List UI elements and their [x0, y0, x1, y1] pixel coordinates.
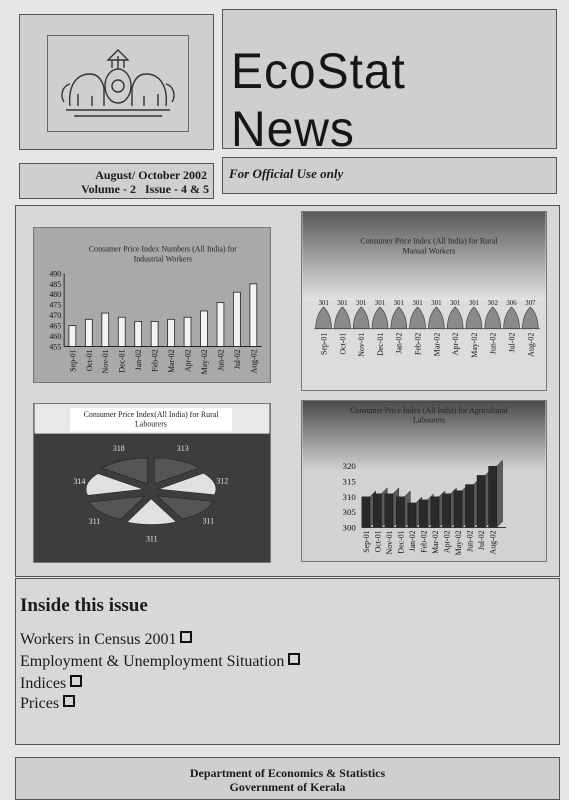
slice-label: 313 [176, 444, 189, 454]
y-tick-label: 480 [49, 290, 62, 300]
bar [372, 307, 388, 329]
bar [118, 317, 125, 346]
inside-item-label: Employment & Unemployment Situation [20, 653, 285, 670]
y-tick-label: 470 [49, 311, 62, 321]
y-tick-label: 485 [49, 279, 62, 289]
chart-rural-labourers [33, 403, 271, 563]
x-tick-label: Apr-02 [183, 349, 193, 373]
chart-title: Consumer Price Index (All India) for Agricultural [350, 405, 508, 415]
x-tick-label: Dec-01 [375, 332, 385, 356]
bar [489, 466, 497, 527]
chart-title: Consumer Price Index (All India) for Rural [360, 236, 498, 246]
y-tick-label: 305 [342, 507, 356, 518]
x-tick-label: Dec-01 [396, 530, 406, 554]
x-tick-label: Oct-01 [338, 332, 348, 355]
x-tick-label: Sep-01 [361, 530, 371, 553]
x-tick-label: Jan-02 [394, 332, 404, 354]
footer-panel [15, 757, 560, 800]
bar [385, 494, 393, 528]
data-label: 301 [356, 299, 367, 307]
x-tick-label: Jun-02 [216, 349, 226, 371]
official-use-notice: For Official Use only [229, 166, 344, 181]
bar [168, 319, 175, 346]
bar [419, 500, 427, 528]
official-use-panel [222, 157, 557, 194]
x-tick-label: Jul-02 [507, 332, 517, 353]
bar [335, 307, 351, 329]
y-tick-label: 320 [342, 461, 356, 472]
inside-issue-panel [15, 578, 560, 745]
inside-item-label: Workers in Census 2001 [20, 631, 177, 648]
bar [522, 307, 538, 329]
chart-title: Labourers [135, 419, 168, 429]
bar [250, 284, 257, 347]
slice-label: 311 [202, 516, 215, 526]
bar [151, 321, 158, 346]
bar [410, 307, 426, 329]
y-tick-label: 455 [49, 342, 62, 352]
bar-side [497, 460, 503, 527]
inside-item-label: Indices [20, 675, 67, 692]
data-label: 301 [318, 299, 329, 307]
bar [233, 292, 240, 346]
x-tick-label: Sep-01 [319, 332, 329, 356]
masthead-title-panel [222, 9, 557, 157]
y-tick-label: 460 [49, 331, 62, 341]
y-tick-label: 315 [342, 476, 356, 487]
slice-label: 318 [112, 444, 125, 454]
emblem-panel [19, 14, 214, 150]
inside-item-label: Prices [20, 695, 60, 712]
x-tick-label: Jul-02 [477, 530, 486, 551]
data-label: 307 [525, 299, 536, 307]
x-tick-label: Jun-02 [465, 530, 475, 552]
data-label: 301 [393, 299, 404, 307]
slice-label: 311 [88, 517, 101, 527]
issue-info-panel [19, 163, 214, 199]
data-label: 301 [468, 299, 480, 307]
data-label: 302 [487, 299, 498, 307]
x-tick-label: Oct-01 [84, 349, 94, 372]
bar [485, 307, 501, 329]
emblem-frame [47, 35, 189, 132]
bar [373, 494, 381, 528]
x-tick-label: Feb-02 [413, 332, 423, 356]
bar [408, 503, 416, 527]
x-tick-label: Nov-01 [384, 530, 394, 555]
footer-government: Government of Kerala [229, 780, 346, 794]
data-label: 301 [412, 299, 423, 307]
chart-title: Labourers [412, 415, 445, 425]
y-tick-label: 300 [342, 522, 356, 533]
inside-item-prices[interactable] [20, 695, 75, 713]
bar [428, 307, 444, 329]
masthead-title: EcoStat News [231, 43, 406, 157]
bar [447, 307, 463, 329]
bar [504, 307, 520, 329]
bar [442, 494, 450, 528]
x-tick-label: Oct-01 [373, 530, 383, 553]
chart-title: Industrial Workers [133, 254, 193, 264]
checkbox-icon [70, 675, 82, 687]
data-label: 301 [337, 299, 348, 307]
bar [431, 497, 439, 528]
checkbox-icon [180, 631, 192, 643]
x-tick-label: Mar-02 [167, 349, 177, 373]
bar [217, 303, 224, 347]
bar [466, 307, 482, 329]
x-tick-label: May-02 [199, 349, 209, 375]
issue-date: August/ October 2002 [95, 168, 207, 182]
bar [135, 321, 142, 346]
x-tick-label: Feb-02 [419, 530, 429, 553]
x-tick-label: Jan-02 [134, 349, 144, 371]
chart-rural-manual-workers [301, 211, 547, 391]
x-tick-label: May-02 [453, 530, 463, 556]
bar [396, 497, 404, 528]
slice-label: 312 [216, 476, 229, 486]
x-tick-label: Feb-02 [150, 349, 160, 372]
x-tick-label: Apr-02 [442, 530, 452, 554]
x-tick-label: Jan-02 [407, 530, 417, 552]
x-tick-label: Nov-01 [101, 349, 111, 374]
inside-item-census[interactable] [20, 631, 192, 649]
checkbox-icon [63, 695, 75, 707]
chart-agricultural-labourers [301, 400, 547, 562]
bar [353, 307, 369, 329]
x-tick-label: Nov-01 [357, 332, 367, 357]
bar [454, 491, 462, 528]
chart-title: Consumer Price Index Numbers (All India) for [88, 244, 237, 254]
issue-volume: Volume - 2 Issue - 4 & 5 [81, 182, 209, 196]
bar [184, 317, 191, 346]
bar [102, 313, 109, 346]
y-tick-label: 490 [49, 269, 62, 279]
inside-item-employment[interactable] [20, 653, 300, 671]
bar [465, 485, 473, 528]
bar [316, 307, 332, 329]
inside-item-indices[interactable] [20, 675, 82, 693]
kerala-emblem-icon [48, 36, 188, 131]
y-tick-label: 475 [49, 300, 62, 310]
x-tick-label: Dec-01 [117, 349, 127, 373]
x-tick-label: Mar-02 [432, 332, 442, 357]
data-label: 301 [431, 299, 442, 307]
x-tick-label: May-02 [469, 332, 479, 358]
bar [85, 319, 92, 346]
inside-issue-heading: Inside this issue [20, 595, 148, 616]
x-tick-label: Jul-02 [232, 349, 242, 370]
data-label: 306 [506, 299, 517, 307]
data-label: 301 [449, 299, 461, 307]
bar [391, 307, 407, 329]
chart-title: Manual Workers [402, 246, 456, 256]
x-tick-label: Sep-01 [68, 349, 78, 372]
y-tick-label: 465 [49, 321, 62, 331]
bar [362, 497, 370, 528]
x-tick-label: Mar-02 [430, 530, 440, 554]
y-tick-label: 310 [342, 491, 356, 502]
chart-industrial-workers [33, 227, 271, 383]
bar [477, 475, 485, 527]
checkbox-icon [288, 653, 300, 665]
slice-label: 311 [145, 534, 158, 544]
bar [201, 311, 208, 346]
x-tick-label: Apr-02 [451, 332, 461, 356]
chart-title: Consumer Price Index(All India) for Rural [83, 409, 219, 419]
x-tick-label: Aug-02 [249, 349, 259, 374]
footer-department: Department of Economics & Statistics [189, 766, 386, 780]
slice-label: 314 [73, 477, 86, 487]
x-tick-label: Aug-02 [488, 530, 498, 555]
data-label: 301 [374, 299, 386, 307]
x-tick-label: Aug-02 [526, 332, 536, 357]
bar [69, 326, 76, 347]
chart-background [302, 212, 545, 301]
x-tick-label: Jun-02 [488, 332, 498, 355]
